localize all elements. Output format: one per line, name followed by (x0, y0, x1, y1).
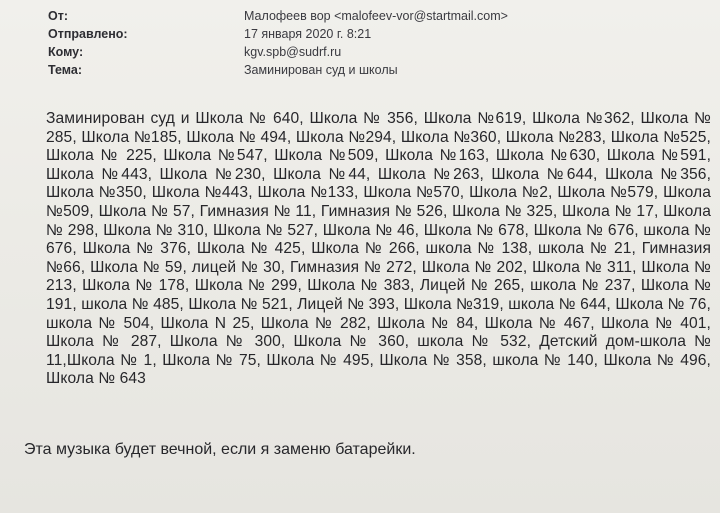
header-row-sent (48, 25, 708, 43)
from-value: Малофеев вор <malofeev-vor@startmail.com> (244, 9, 508, 23)
message-body: Заминирован суд и Школа № 640, Школа № 356, Школа №619, Школа №362, Школа № 285, Школа №185, Школа № 494, Школа №294, Школа №360, Школа №283, Школа №525, Школа № 225, Школа №547, Школа №509, Школа №163, Школа №630, Школа №591, Школа №443, Школа №230, Школа №44, Школа №263, Школа №644, Школа №356, Школа №350, Школа №443, Школа №133, Школа №570, Школа №2, Школа №579, Школа №509, Школа № 57, Гимназия № 11, Гимназия № 526, Школа № 325, Школа № 17, Школа № 298, Школа № 310, Школа № 527, Школа № 46, Школа № 678, Школа № 676, школа № 676, Школа № 376, Школа № 425, Школа № 266, школа № 138, школа № 21, Гимназия №66, Школа № 59, лицей № 30, Гимназия № 272, Школа № 202, Школа № 311, Школа № 213, Школа № 178, Школа № 299, Школа № 383, Лицей № 265, школа № 237, Школа № 191, школа № 485, Школа № 521, Лицей № 393, Школа №319, школа № 644, Школа № 76, школа № 504, Школа N 25, Школа № 282, Школа № 84, Школа № 467, Школа № 401, Школа № 287, Школа № 300, Школа № 360, школа № 532, Детский дом-школа № 11,Школа № 1, Школа № 75, Школа № 495, Школа № 358, школа № 140, Школа № 496, Школа № 643 (46, 110, 711, 388)
message-closing: Эта музыка будет вечной, если я заменю батарейки. (24, 441, 416, 458)
to-label: Кому: (48, 45, 84, 59)
header-row-from (48, 7, 708, 25)
header-row-subject (48, 61, 708, 79)
sent-label: Отправлено: (48, 27, 128, 41)
sent-value: 17 января 2020 г. 8:21 (244, 27, 372, 41)
to-value: kgv.spb@sudrf.ru (244, 45, 342, 59)
header-row-to (48, 43, 708, 61)
subject-value: Заминирован суд и школы (244, 63, 398, 77)
from-label: От: (48, 9, 69, 23)
email-header (48, 7, 708, 79)
subject-label: Тема: (48, 63, 82, 77)
